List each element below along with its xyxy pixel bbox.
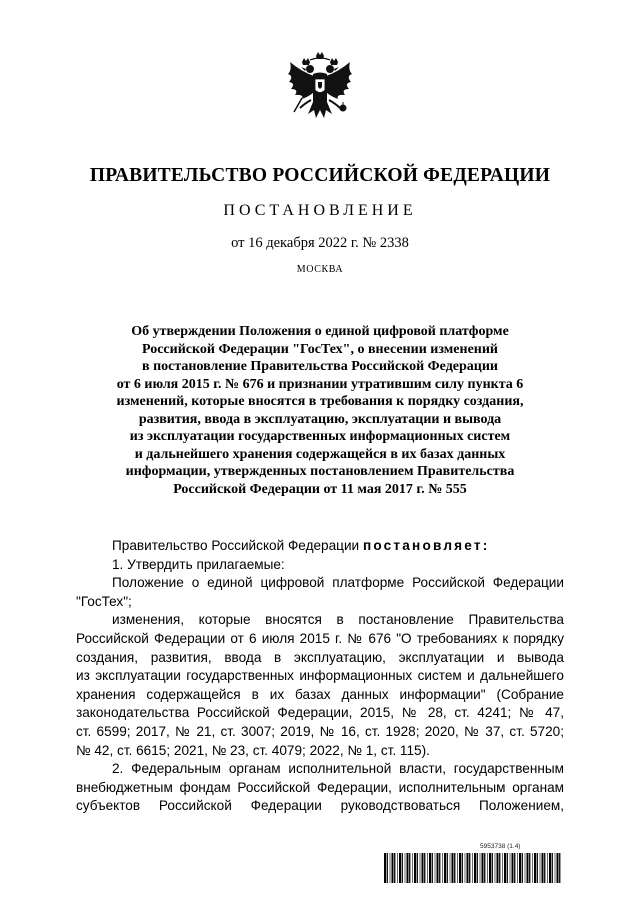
barcode-block [384, 843, 564, 885]
heading-line: из эксплуатации государственных информационных систем [129, 429, 511, 444]
item-2-line: субъектов Российской Федерации руководствоваться Положением, [76, 798, 564, 814]
document-type: ПОСТАНОВЛЕНИЕ [223, 202, 417, 219]
intro-paragraph [76, 537, 564, 556]
item-1b-line: № 42, ст. 6615; 2021, № 23, ст. 4079; 2022, № 1, ст. 115). [76, 742, 430, 758]
barcode-icon [384, 853, 564, 883]
document-body [76, 537, 564, 816]
intro-text: Правительство Российской Федерации [112, 538, 363, 553]
item-1b-line: изменения, которые вносятся в постановление Правительства [112, 612, 564, 628]
heading-line: изменений, которые вносятся в требования к порядку создания, [116, 394, 524, 409]
heading-line: Российской Федерации "ГосТех", о внесении изменений [142, 341, 498, 357]
government-title: ПРАВИТЕЛЬСТВО РОССИЙСКОЙ ФЕДЕРАЦИИ [89, 165, 551, 186]
item-1a-line: "ГосТех"; [76, 593, 132, 609]
coat-of-arms-icon [280, 52, 360, 132]
heading-line: Об утверждении Положения о единой цифровой платформе [131, 324, 509, 339]
item-2-line: 2. Федеральным органам исполнительной власти, государственным [112, 761, 564, 777]
barcode-id: 5953738 (1.4) [480, 843, 521, 850]
document-heading [80, 323, 560, 498]
heading-line: в постановление Правительства Российской Федерации [142, 359, 498, 374]
heading-line: Российской Федерации от 11 мая 2017 г. № 555 [173, 481, 467, 497]
date-and-number: от 16 декабря 2022 г. № 2338 [231, 235, 409, 251]
item-2-line: внебюджетным фондам Российской Федерации, исполнительным органам [76, 779, 564, 795]
item-1a-line: Положение о единой цифровой платформе Российской Федерации [112, 575, 564, 591]
heading-line: информации, утвержденных постановлением Правительства [125, 464, 515, 479]
item-1b-line: создания, развития, ввода в эксплуатацию, эксплуатации и вывода [76, 649, 564, 665]
item-1b-line: хранения содержащейся в их базах данных информации" (Собрание [76, 686, 564, 702]
heading-line: развития, ввода в эксплуатацию, эксплуатации и вывода [138, 411, 502, 427]
intro-decision-word: постановляет: [362, 538, 490, 553]
city-label: МОСКВА [296, 264, 344, 275]
item-1: 1. Утвердить прилагаемые: [112, 556, 285, 572]
item-1b-line: из эксплуатации государственных информационных систем и дальнейшего [76, 668, 564, 684]
item-1b-line: законодательства Российской Федерации, 2015, № 28, ст. 4241; № 47, [76, 705, 564, 721]
item-1b-line: ст. 6599; 2017, № 21, ст. 3007; 2019, № 16, ст. 1928; 2020, № 37, ст. 5720; [76, 723, 564, 739]
heading-line: от 6 июля 2015 г. № 676 и признании утратившим силу пункта 6 [116, 376, 524, 392]
heading-line: и дальнейшего хранения содержащейся в их базах данных [134, 446, 506, 462]
item-1b-line: Российской Федерации от 6 июля 2015 г. № 676 "О требованиях к порядку [76, 630, 564, 646]
